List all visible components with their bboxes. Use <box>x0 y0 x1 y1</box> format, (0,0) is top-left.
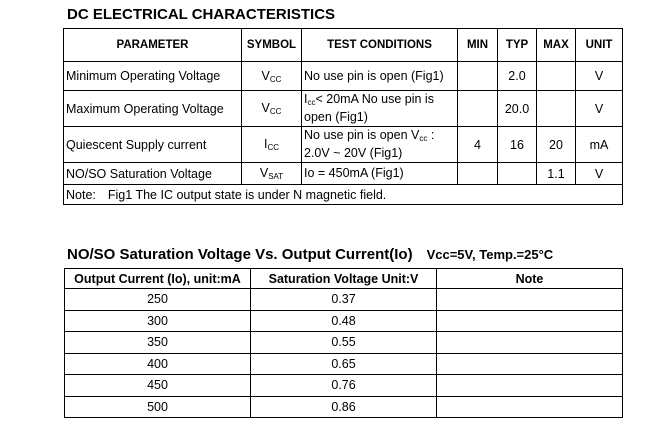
table-header-row <box>65 269 623 289</box>
table-row <box>65 353 623 375</box>
min-cell <box>458 163 498 185</box>
header-test-conditions: TEST CONDITIONS <box>302 29 458 62</box>
typ-cell: 2.0 <box>498 62 537 91</box>
symbol-main: V <box>259 166 269 180</box>
symbol-cell <box>242 91 302 127</box>
symbol-main: V <box>261 101 270 115</box>
symbol-cell <box>242 62 302 91</box>
output-current-title <box>67 246 553 263</box>
table-row <box>65 396 623 418</box>
condition-main: No use pin is open V <box>304 128 420 142</box>
table-row <box>65 289 623 311</box>
current-cell: 350 <box>65 332 251 354</box>
note-cell <box>64 185 623 205</box>
condition-line2: 2.0V ~ 20V (Fig1) <box>304 146 403 160</box>
condition-main: I <box>304 92 308 106</box>
symbol-main: I <box>263 137 268 151</box>
header-symbol: SYMBOL <box>242 29 302 62</box>
max-cell: 1.1 <box>537 163 576 185</box>
max-cell <box>537 62 576 91</box>
output-current-table <box>64 268 623 418</box>
header-min: MIN <box>458 29 498 62</box>
unit-cell: mA <box>576 127 623 163</box>
typ-cell: 16 <box>498 127 537 163</box>
max-cell <box>537 91 576 127</box>
condition-subscript: cc <box>307 98 316 107</box>
header-output-current: Output Current (Io), unit:mA <box>65 269 251 289</box>
unit-cell: V <box>576 163 623 185</box>
current-cell: 450 <box>65 375 251 397</box>
voltage-cell: 0.55 <box>251 332 437 354</box>
header-saturation-voltage: Saturation Voltage Unit:V <box>251 269 437 289</box>
unit-cell: V <box>576 62 623 91</box>
voltage-cell: 0.86 <box>251 396 437 418</box>
parameter-cell: Maximum Operating Voltage <box>64 91 242 127</box>
symbol-subscript: CC <box>267 143 280 152</box>
header-typ: TYP <box>498 29 537 62</box>
output-test-conditions: Vcc=5V, Temp.=25°C <box>426 247 554 262</box>
parameter-cell: NO/SO Saturation Voltage <box>64 163 242 185</box>
symbol-cell <box>242 127 302 163</box>
current-cell: 250 <box>65 289 251 311</box>
voltage-cell: 0.76 <box>251 375 437 397</box>
table-row <box>64 62 623 91</box>
note-cell <box>437 353 623 375</box>
min-cell <box>458 91 498 127</box>
note-cell <box>437 289 623 311</box>
parameter-cell: Minimum Operating Voltage <box>64 62 242 91</box>
symbol-main: V <box>261 68 270 83</box>
condition-cell: Io = 450mA (Fig1) <box>302 163 458 185</box>
header-unit: UNIT <box>576 29 623 62</box>
table-row <box>65 310 623 332</box>
table-row <box>65 375 623 397</box>
unit-cell: V <box>576 91 623 127</box>
condition-cell <box>302 91 458 127</box>
table-row <box>64 91 623 127</box>
condition-line2: open (Fig1) <box>304 110 368 124</box>
note-text: Fig1 The IC output state is under N magnetic field. <box>107 187 387 202</box>
condition-cell: No use pin is open (Fig1) <box>302 62 458 91</box>
note-cell <box>437 310 623 332</box>
dc-characteristics-table <box>63 28 623 205</box>
note-cell <box>437 396 623 418</box>
note-cell <box>437 375 623 397</box>
symbol-subscript: CC <box>269 74 282 84</box>
current-cell: 300 <box>65 310 251 332</box>
dc-characteristics-title: DC ELECTRICAL CHARACTERISTICS <box>67 6 336 23</box>
symbol-subscript: SAT <box>268 172 284 181</box>
voltage-cell: 0.37 <box>251 289 437 311</box>
table-row <box>64 163 623 185</box>
condition-rest: < 20mA No use pin is <box>315 92 434 106</box>
header-max: MAX <box>537 29 576 62</box>
table-row <box>65 332 623 354</box>
min-cell <box>458 62 498 91</box>
header-parameter: PARAMETER <box>64 29 242 62</box>
current-cell: 500 <box>65 396 251 418</box>
table-header-row <box>64 29 623 62</box>
symbol-cell <box>242 163 302 185</box>
note-label: Note: <box>66 187 96 202</box>
condition-subscript: cc <box>419 134 428 143</box>
typ-cell: 20.0 <box>498 91 537 127</box>
header-note: Note <box>437 269 623 289</box>
max-cell: 20 <box>537 127 576 163</box>
voltage-cell: 0.65 <box>251 353 437 375</box>
note-cell <box>437 332 623 354</box>
condition-rest: : <box>427 128 435 142</box>
min-cell: 4 <box>458 127 498 163</box>
current-cell: 400 <box>65 353 251 375</box>
note-row <box>64 185 623 205</box>
typ-cell <box>498 163 537 185</box>
parameter-cell: Quiescent Supply current <box>64 127 242 163</box>
symbol-subscript: CC <box>269 107 282 116</box>
output-title-text: NO/SO Saturation Voltage Vs. Output Current(Io) <box>67 246 413 263</box>
condition-cell <box>302 127 458 163</box>
table-row <box>64 127 623 163</box>
voltage-cell: 0.48 <box>251 310 437 332</box>
